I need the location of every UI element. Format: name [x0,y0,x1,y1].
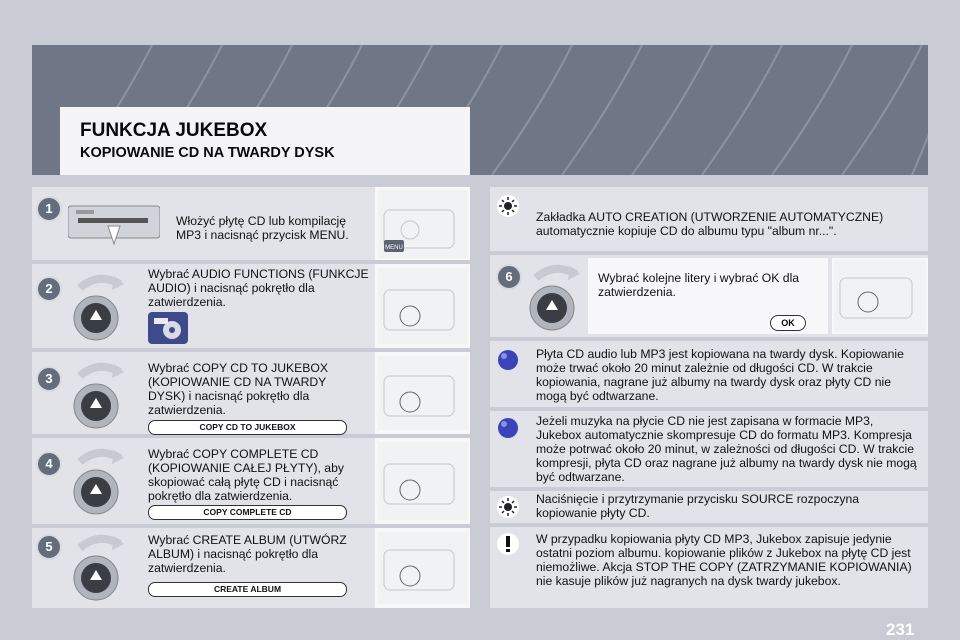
rotary-knob-icon [68,444,128,518]
warning-text: W przypadku kopiowania płyty CD MP3, Jukebox zapisuje jedynie ostatni poziom albumu. kopiowanie plików z Jukebox na płytę CD jest niemożliwe. Akcja STOP THE COPY (ZATRZYMANIE KOPIOWANIA) nie kasuje plików już nagranych na dysk twardy jukebox. [536,532,912,588]
sun-icon [496,495,520,519]
radio-panel-image [378,532,468,604]
blue-dot-icon [496,416,520,440]
radio-panel-image [834,260,926,332]
step-2-badge: 2 [36,276,62,302]
rotary-knob-icon [68,530,128,604]
step-6-text: Wybrać kolejne litery i wybrać OK dla zatwierdzenia. [598,271,800,299]
step-4-badge: 4 [36,451,62,477]
rotary-knob-icon [68,270,128,344]
cd-icon [148,312,188,344]
sun-icon [496,194,520,218]
compression-text: Jeżeli muzyka na płycie CD nie jest zapisana w formacie MP3, Jukebox automatycznie skompresuje CD do formatu MP3. Kompresja może potrwać około 20 minut, w zależności od długości CD. W trakcie kompresji, płyta CD oraz nagrane już albumy na twardy dysk nie mogą być odtwarzane. [536,414,917,484]
radio-panel-image [378,356,468,430]
step-5-text: Wybrać CREATE ALBUM (UTWÓRZ ALBUM) i nacisnąć pokrętło dla zatwierdzenia. [148,533,347,575]
radio-panel-image [378,268,468,344]
source-hold-text: Naciśnięcie i przytrzymanie przycisku SOURCE rozpoczyna kopiowanie płyty CD. [536,492,860,520]
blue-dot-icon [496,348,520,372]
copy-cd-to-jukebox-label: COPY CD TO JUKEBOX [148,420,347,435]
step-3-text: Wybrać COPY CD TO JUKEBOX (KOPIOWANIE CD NA TWARDY DYSK) i nacisnąć pokrętło dla zatwierdzenia. [148,361,329,417]
cd-slot-icon [68,200,160,246]
menu-button-label: MENU [385,245,403,251]
step-2-text: Wybrać AUDIO FUNCTIONS (FUNKCJE AUDIO) i nacisnąć pokrętło dla zatwierdzenia. [148,267,369,309]
step-1-badge: 1 [36,196,62,222]
exclamation-icon [496,532,520,556]
step-1-text: Włożyć płytę CD lub kompilację MP3 i nacisnąć przycisk MENU. [176,214,349,242]
step-5-badge: 5 [36,534,62,560]
page-number: 231 [886,620,915,639]
page-subtitle: KOPIOWANIE CD NA TWARDY DYSK [80,145,335,161]
create-album-label: CREATE ALBUM [148,582,347,597]
page-title: FUNKCJA JUKEBOX [80,120,268,141]
copy-time-text: Płyta CD audio lub MP3 jest kopiowana na twardy dysk. Kopiowanie może trwać około 20 minut zależnie od długości CD. W trakcie kopiowania, nagrane już albumy na twardy dysk oraz płyty CD nie mogą być odtwarzane. [536,347,904,403]
radio-panel-image [378,442,468,520]
step-6-badge: 6 [496,264,522,290]
step-3-badge: 3 [36,366,62,392]
radio-panel-image [378,190,468,258]
rotary-knob-icon [68,358,128,432]
copy-complete-cd-label: COPY COMPLETE CD [148,505,347,520]
auto-creation-text: Zakładka AUTO CREATION (UTWORZENIE AUTOMATYCZNE) automatycznie kopiuje CD do albumu typu "album nr...". [536,210,884,238]
step-4-text: Wybrać COPY COMPLETE CD (KOPIOWANIE CAŁEJ PŁYTY), aby skopiować całą płytę CD i nacisnąć pokrętło dla zatwierdzenia. [148,447,344,503]
ok-button-label: OK [770,315,806,331]
rotary-knob-icon [524,260,584,334]
